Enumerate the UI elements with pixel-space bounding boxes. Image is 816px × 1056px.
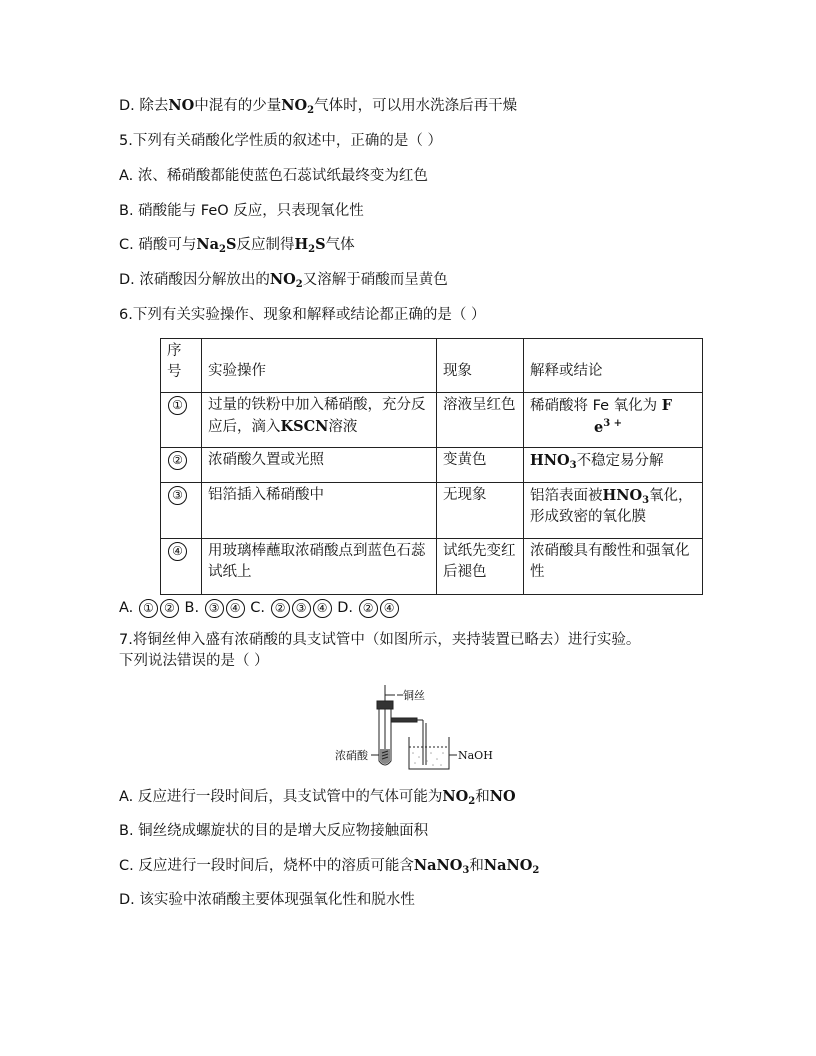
header-operation: 实验操作 (202, 339, 437, 393)
q4-option-d: D. 除去NO中混有的少量$NO_2$气体时，可以用水洗涤后再干燥 (119, 97, 518, 116)
acid-label: 浓硝酸 (335, 749, 368, 762)
q7-option-c: C. 反应进行一段时间后，烧杯中的溶质可能含NaNO$_3$和NaNO$_2$ (119, 857, 540, 876)
table-header-row (161, 339, 703, 393)
row-number: ① (168, 396, 187, 415)
q6-stem: 6.下列有关实验操作、现象和解释或结论都正确的是（ ） (119, 307, 486, 323)
naoh-label: NaOH (458, 749, 493, 762)
q5-stem: 5.下列有关硝酸化学性质的叙述中，正确的是（ ） (119, 133, 442, 149)
row-number: ② (168, 451, 187, 470)
experiment-table (160, 338, 703, 595)
q7-option-d: D. 该实验中浓硝酸主要体现强氧化性和脱水性 (119, 892, 415, 908)
copper-wire-label: 铜丝 (403, 689, 425, 702)
q7-stem-line2: 下列说法错误的是（ ） (119, 653, 269, 669)
q5-option-c: C. 硝酸可与$Na_2S$反应制得$H_2S$气体 (119, 236, 355, 255)
table-row: ④ 用玻璃棒蘸取浓硝酸点到蓝色石蕊试纸上 试纸先变红后褪色 浓硝酸具有酸性和强氧化性 (161, 539, 703, 595)
q5-option-a: A. 浓、稀硝酸都能使蓝色石蕊试纸最终变为红色 (119, 168, 428, 184)
q7-option-a: A. 反应进行一段时间后，具支试管中的气体可能为$NO_2$和NO (119, 788, 516, 807)
row-number: ④ (168, 542, 187, 561)
header-no: 序 号 (161, 339, 202, 393)
table-row: ① 过量的铁粉中加入稀硝酸，充分反应后，滴入KSCN溶液 溶液呈红色 稀硝酸将 Fe 氧化为 F $e^{3 +}$ (161, 393, 703, 448)
q5-option-d: D. 浓硝酸因分解放出的$NO_2$又溶解于硝酸而呈黄色 (119, 271, 448, 290)
table-row: ③ 铝箔插入稀硝酸中 无现象 铝箔表面被$HNO_3$氧化，形成致密的氧化膜 (161, 483, 703, 539)
table-row: ② 浓硝酸久置或光照 变黄色 $HNO_3$不稳定易分解 (161, 448, 703, 483)
apparatus-figure (333, 681, 493, 773)
row-number: ③ (168, 486, 187, 505)
q7-option-b: B. 铜丝绕成螺旋状的目的是增大反应物接触面积 (119, 823, 429, 839)
q5-option-b: B. 硝酸能与 FeO 反应，只表现氧化性 (119, 203, 364, 219)
q7-stem-line1: 7.将铜丝伸入盛有浓硝酸的具支试管中（如图所示，夹持装置已略去）进行实验。 (119, 632, 641, 648)
header-conclusion: 解释或结论 (524, 339, 703, 393)
header-phenomenon: 现象 (437, 339, 524, 393)
q6-options: A. ① ② B. ③ ④ C. ② ③ ④ D. ② ④ (119, 598, 400, 618)
